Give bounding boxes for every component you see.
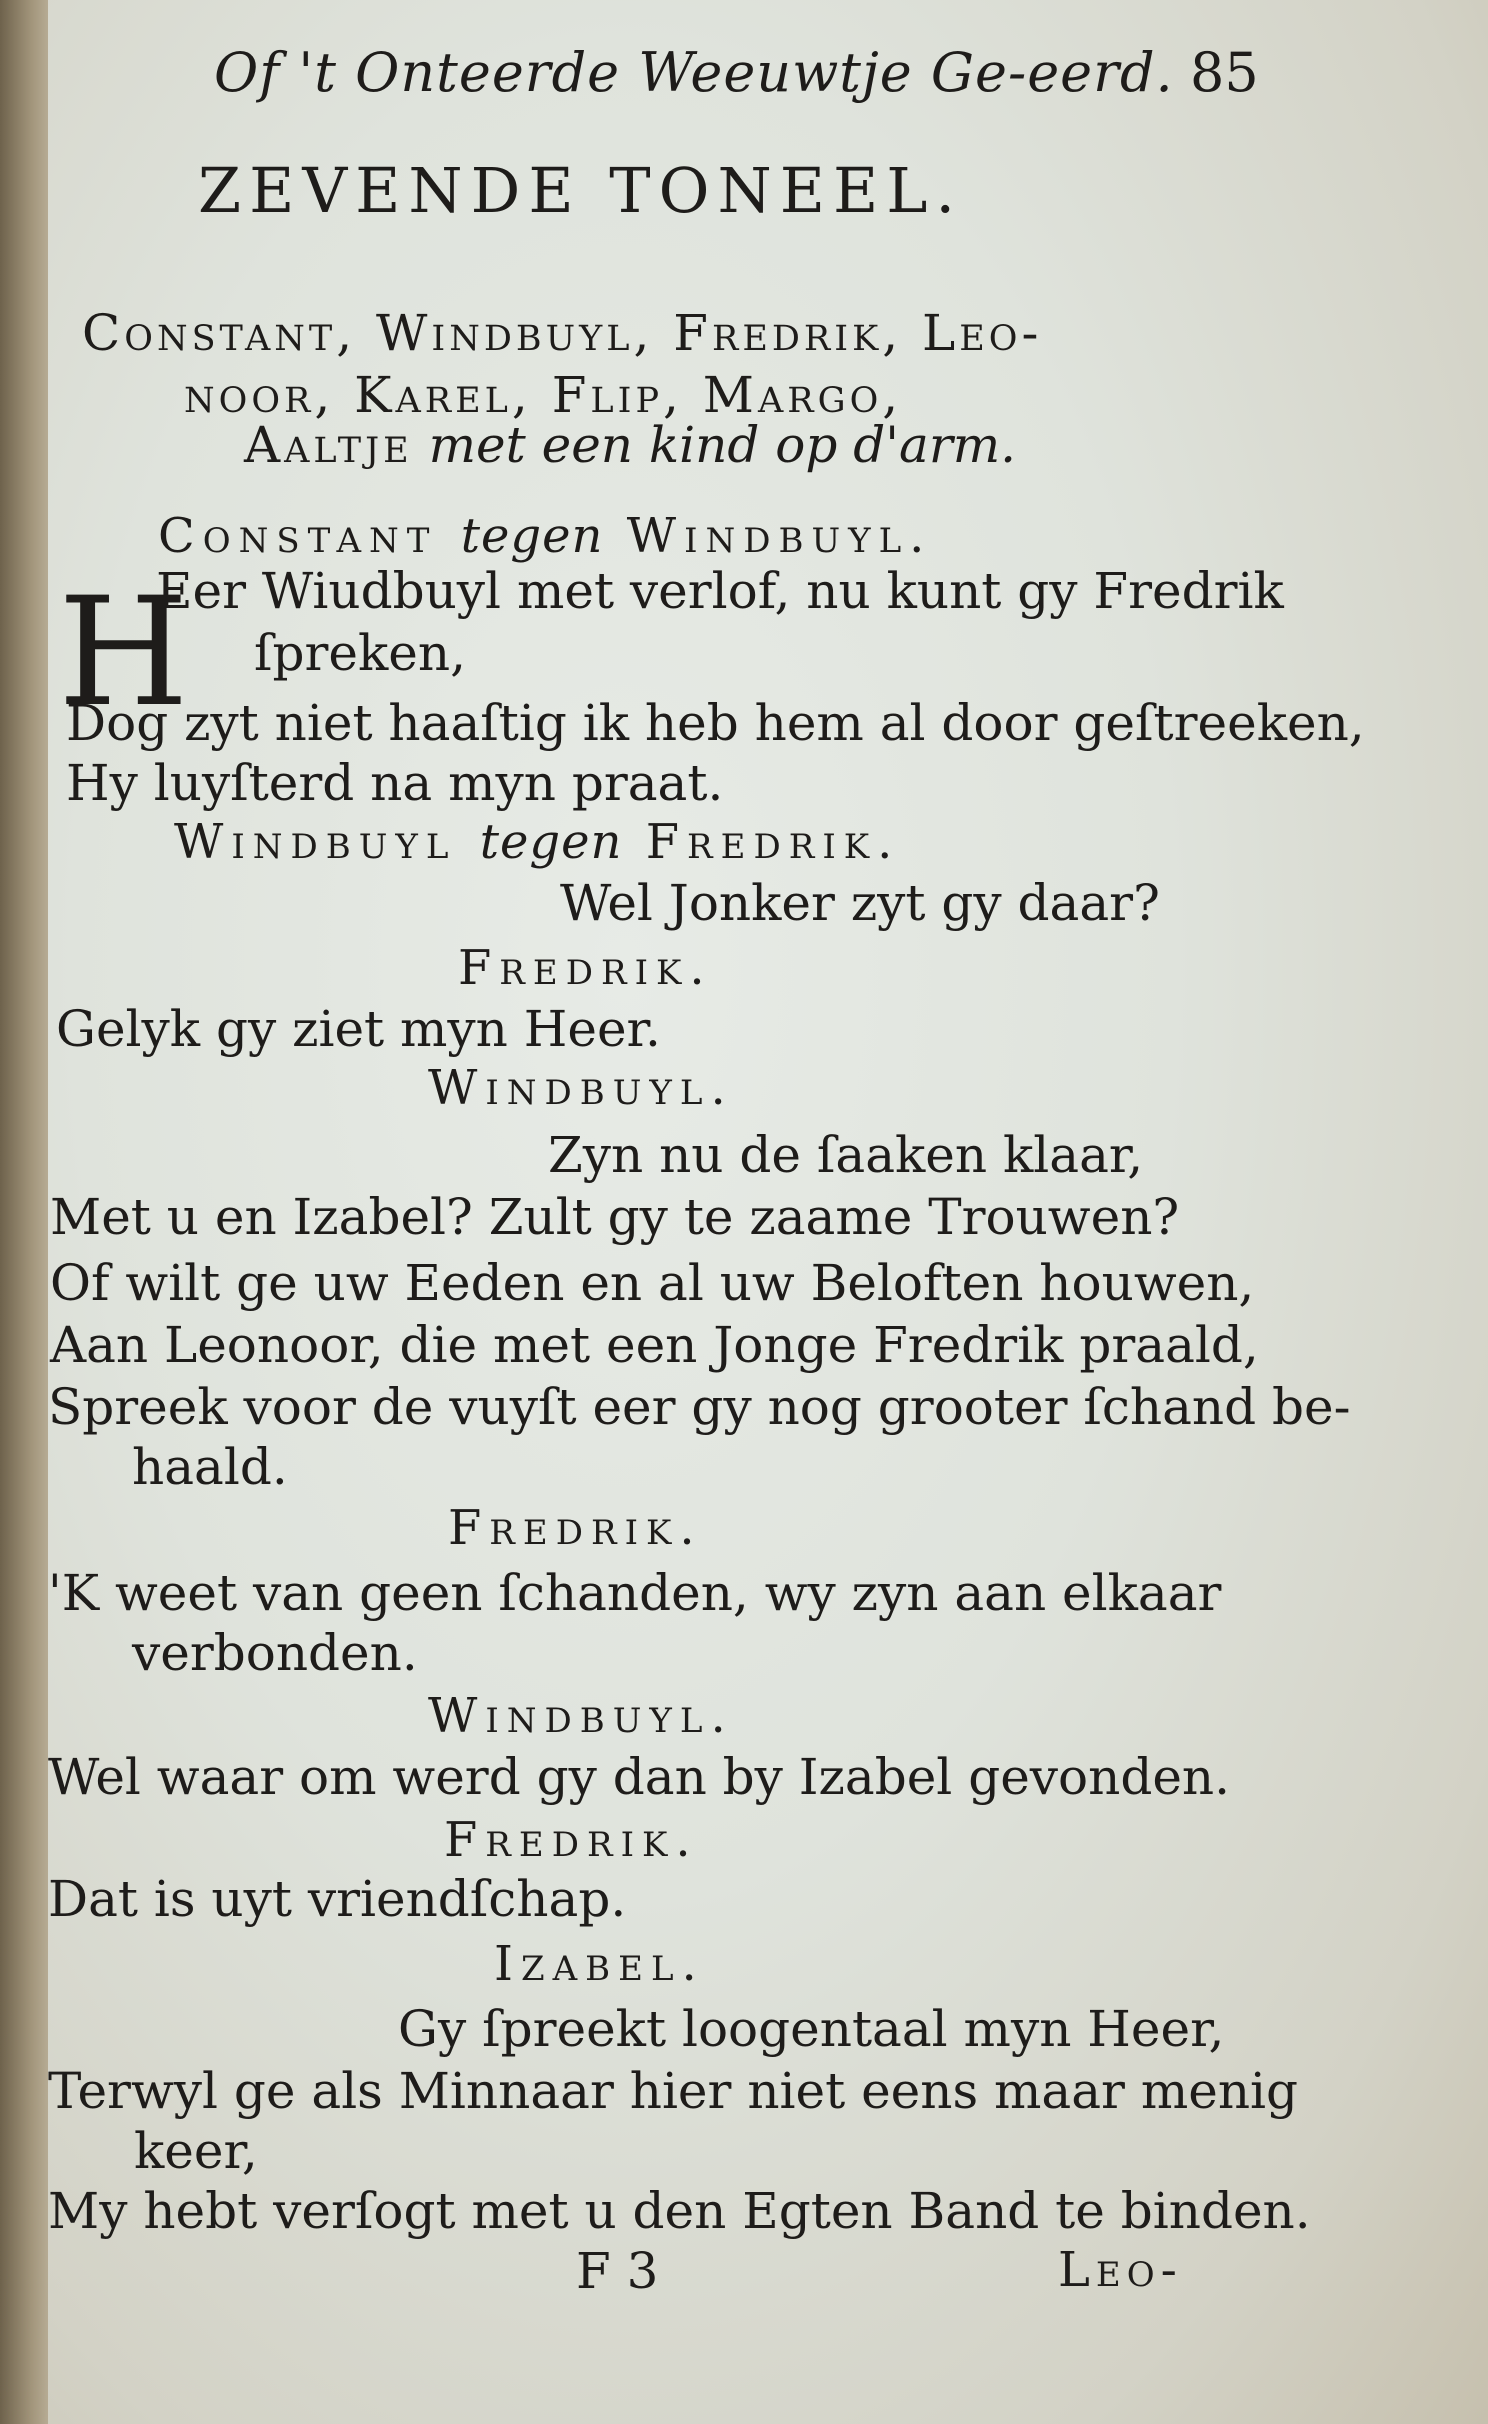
verse-line: Spreek voor de vuyſt eer gy nog grooter ſchand be- <box>48 1378 1351 1436</box>
speaker-name: Windbuyl <box>174 814 457 870</box>
verse-line: Hy luyſterd na myn praat. <box>66 754 724 812</box>
verse-line: Dog zyt niet haaſtig ik heb hem al door geſtreeken, <box>66 694 1365 752</box>
drop-cap: H <box>58 566 189 740</box>
book-page <box>48 0 1488 2424</box>
speaker-name: Fredrik. <box>458 940 713 996</box>
speaker-name: Izabel. <box>494 1936 705 1992</box>
running-title: Of 't Onteerde Weeuwtje Ge-eerd. <box>214 41 1174 104</box>
stage-direction: tegen <box>479 814 623 870</box>
verse-line: My hebt verſogt met u den Egten Band te binden. <box>48 2182 1311 2240</box>
verse-line: Zyn nu de ſaaken klaar, <box>548 1126 1144 1184</box>
verse-line: Gelyk gy ziet myn Heer. <box>56 1000 661 1058</box>
verse-line: Dat is uyt vriendſchap. <box>48 1870 627 1928</box>
verse-line: Gy ſpreekt loogentaal myn Heer, <box>398 2000 1225 2058</box>
verse-line: Met u en Izabel? Zult gy te zaame Trouwen? <box>50 1188 1180 1246</box>
speaker-heading <box>158 508 933 564</box>
verse-line: Eer Wiudbuyl met verlof, nu kunt gy Fredrik <box>156 562 1284 620</box>
cast-name-aaltje: Aaltje <box>244 416 413 474</box>
verse-line: Wel waar om werd gy dan by Izabel gevonden. <box>48 1748 1231 1806</box>
cast-list-line-1: Constant, Windbuyl, Fredrik, Leo- <box>82 304 1043 362</box>
stage-direction: tegen <box>460 508 604 564</box>
catchword: Leo- <box>1058 2242 1183 2298</box>
verse-line: Aan Leonoor, die met een Jonge Fredrik praald, <box>50 1316 1259 1374</box>
speaker-name: Fredrik. <box>444 1812 699 1868</box>
speaker-target: Fredrik. <box>645 814 901 870</box>
speaker-name: Windbuyl. <box>428 1060 734 1116</box>
verse-line: keer, <box>134 2122 258 2180</box>
verse-line: verbonden. <box>132 1624 418 1682</box>
speaker-heading <box>174 814 901 870</box>
scene-title: ZEVENDE TONEEL. <box>198 154 964 227</box>
signature-mark: F 3 <box>576 2242 659 2300</box>
cast-list-line-3 <box>244 416 1017 474</box>
verse-line: 'K weet van geen ſchanden, wy zyn aan elkaar <box>48 1564 1222 1622</box>
speaker-target: Windbuyl. <box>626 508 933 564</box>
verse-line: haald. <box>132 1438 288 1496</box>
page-number: 85 <box>1190 41 1259 104</box>
verse-line: Wel Jonker zyt gy daar? <box>560 874 1160 932</box>
speaker-name: Windbuyl. <box>428 1688 734 1744</box>
speaker-name: Fredrik. <box>448 1500 703 1556</box>
verse-line: ſpreken, <box>254 624 466 682</box>
speaker-name: Constant <box>158 508 438 564</box>
cast-list-line-2: noor, Karel, Flip, Margo, <box>184 366 903 424</box>
verse-line: Of wilt ge uw Eeden en al uw Beloften houwen, <box>50 1254 1255 1312</box>
cast-direction: met een kind op d'arm. <box>428 416 1017 474</box>
verse-line: Terwyl ge als Minnaar hier niet eens maar menig <box>48 2062 1299 2120</box>
